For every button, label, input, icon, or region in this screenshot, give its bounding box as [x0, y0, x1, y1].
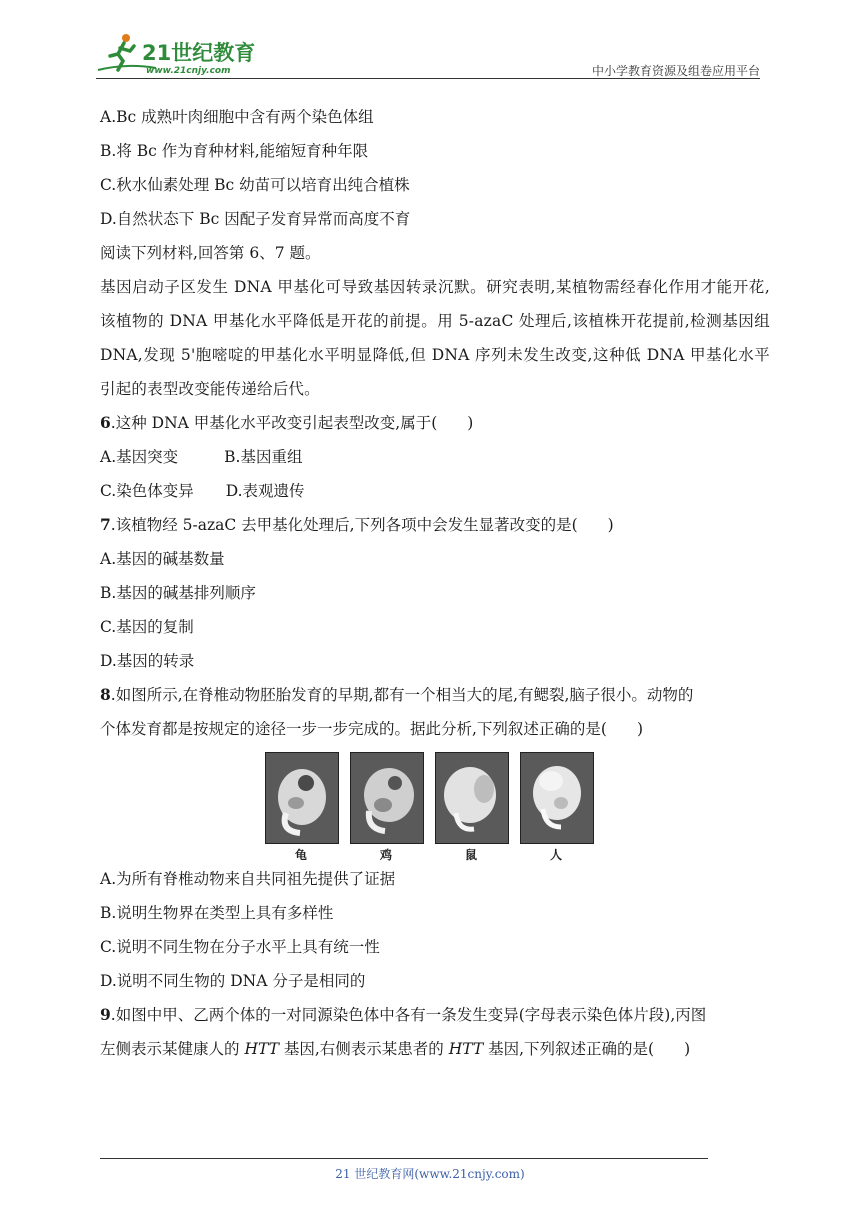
- q8-option-b: B.说明生物界在类型上具有多样性: [100, 904, 334, 922]
- q5-option-a: A.Bc 成熟叶肉细胞中含有两个染色体组: [100, 108, 374, 126]
- q8-text-1: .如图所示,在脊椎动物胚胎发育的早期,都有一个相当大的尾,有鳃裂,脑子很小。动物的: [110, 686, 694, 704]
- q9-text-2b: 基因,右侧表示某患者的: [278, 1040, 449, 1058]
- q5-option-b: B.将 Bc 作为育种材料,能缩短育种年限: [100, 142, 369, 160]
- q6-option-d: D.表观遗传: [225, 482, 305, 500]
- gene-name: HTT: [244, 1040, 279, 1058]
- q6-options-row-1: [100, 440, 770, 474]
- q8-option-a: A.为所有脊椎动物来自共同祖先提供了证据: [100, 870, 396, 888]
- q6-options-row-2: [100, 474, 770, 508]
- q6-number: 6: [100, 413, 111, 432]
- q8-number: 8: [100, 685, 111, 704]
- q9-stem-line-2: [100, 1032, 770, 1066]
- embryo-image-mouse: [435, 752, 509, 844]
- q6-option-b: B.基因重组: [224, 448, 303, 466]
- page-header: [96, 30, 760, 78]
- q9-text-1: .如图中甲、乙两个体的一对同源染色体中各有一条发生变异(字母表示染色体片段),丙图: [110, 1006, 707, 1024]
- site-logo: [96, 30, 266, 76]
- figure-label-mouse: 鼠: [464, 848, 477, 862]
- q7-close-paren: ): [607, 516, 614, 534]
- figure-label-turtle: 龟: [294, 848, 307, 862]
- q8-stem-line-2: [100, 712, 770, 746]
- question-content: [100, 100, 770, 1066]
- q6-option-c: C.染色体变异: [100, 482, 194, 500]
- q9-text-2c: 基因,下列叙述正确的是(: [483, 1040, 655, 1058]
- q6-option-a: A.基因突变: [100, 448, 179, 466]
- reading-passage: 基因启动子区发生 DNA 甲基化可导致基因转录沉默。研究表明,某植物需经春化作用才能开花,该植物的 DNA 甲基化水平降低是开花的前提。用 5-azaC 处理后,该植株开花提前,检测基因组 DNA,发现 5'胞嘧啶的甲基化水平明显降低,但 DNA 序列未发生改变,这种低 DNA 甲基化水平引起的表型改变能传递给后代。: [100, 278, 770, 398]
- q8-option-c: C.说明不同生物在分子水平上具有统一性: [100, 938, 380, 956]
- q7-stem: [100, 508, 770, 542]
- q8-stem-line-1: [100, 678, 770, 712]
- q6-text: .这种 DNA 甲基化水平改变引起表型改变,属于(: [110, 414, 438, 432]
- footer-divider: [100, 1158, 708, 1159]
- q6-stem: [100, 406, 770, 440]
- q7-option-c: C.基因的复制: [100, 618, 194, 636]
- reading-intro: 阅读下列材料,回答第 6、7 题。: [100, 244, 321, 262]
- q8-close-paren: ): [636, 720, 644, 738]
- page-footer[interactable]: 21 世纪教育网(www.21cnjy.com): [335, 1167, 525, 1181]
- q7-number: 7: [100, 515, 111, 534]
- header-divider: [96, 78, 760, 79]
- q8-option-d: D.说明不同生物的 DNA 分子是相同的: [100, 972, 366, 990]
- q7-text: .该植物经 5-azaC 去甲基化处理后,下列各项中会发生显著改变的是(: [110, 516, 578, 534]
- figure-label-chicken: 鸡: [379, 848, 392, 862]
- embryo-figure: [265, 752, 595, 862]
- q9-close-paren: ): [684, 1040, 691, 1058]
- gene-name: HTT: [448, 1040, 484, 1058]
- q5-option-c: C.秋水仙素处理 Bc 幼苗可以培育出纯合植株: [100, 176, 410, 194]
- q7-option-d: D.基因的转录: [100, 652, 195, 670]
- embryo-image-turtle: [265, 752, 339, 844]
- platform-name: 中小学教育资源及组卷应用平台: [591, 64, 760, 78]
- svg-text:21世纪教育: 21世纪教育: [142, 41, 256, 65]
- svg-text:www.21cnjy.com: www.21cnjy.com: [146, 66, 231, 76]
- q6-close-paren: ): [467, 414, 474, 432]
- q5-option-d: D.自然状态下 Bc 因配子发育异常而高度不育: [100, 210, 411, 228]
- figure-label-human: 人: [549, 848, 562, 862]
- q9-text-2a: 左侧表示某健康人的: [100, 1040, 245, 1058]
- q8-text-2: 个体发育都是按规定的途径一步一步完成的。据此分析,下列叙述正确的是(: [100, 720, 607, 738]
- q7-option-a: A.基因的碱基数量: [100, 550, 225, 568]
- embryo-image-human: [520, 752, 594, 844]
- q7-option-b: B.基因的碱基排列顺序: [100, 584, 256, 602]
- embryo-image-chicken: [350, 752, 424, 844]
- q9-stem-line-1: [100, 998, 770, 1032]
- q9-number: 9: [100, 1005, 111, 1024]
